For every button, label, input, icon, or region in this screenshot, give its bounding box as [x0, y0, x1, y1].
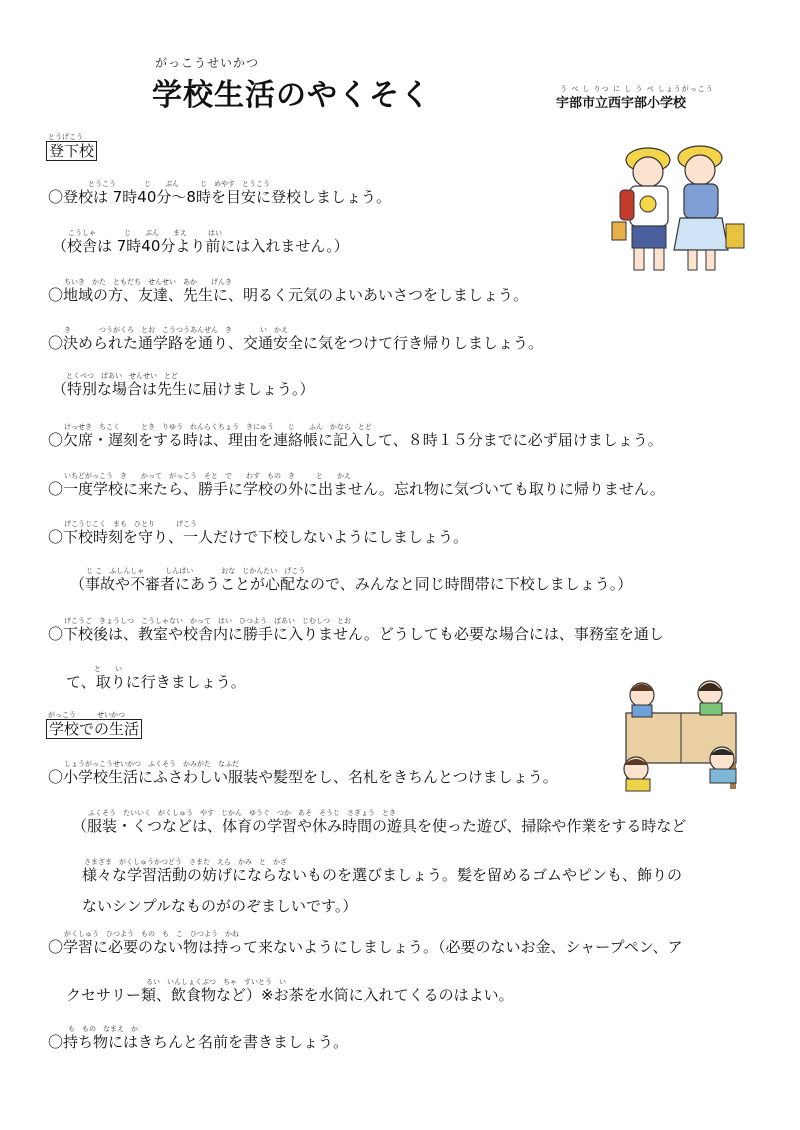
section-ruby: がっこう せいかつ	[48, 711, 125, 719]
line-text: （服装・くつなどは、体育の学習や休み時間の遊具を使った遊び、掃除や作業をする時など	[72, 817, 687, 835]
line-ruby: とうこう じ ぶん じ めやす とうこう	[88, 180, 270, 188]
line-text: （特別な場合は先生に届けましょう。）	[52, 380, 315, 398]
school-name: 宇部市立西宇部小学校	[556, 96, 687, 111]
rule-line	[66, 978, 514, 1004]
rule-line	[48, 520, 469, 546]
line-ruby: がくしゅう ひつよう もの も こ ひつよう かね	[64, 930, 239, 938]
rule-line	[48, 326, 544, 352]
line-ruby: さまざま がくしゅうかつどう さまた えら かみ と かざ	[84, 858, 287, 866]
line-text: 〇下校後は、教室や校舎内に勝手に入りません。どうしても必要な場合には、事務室を通し	[48, 625, 664, 643]
school-ruby: う べ し りつ に し う べ しょうがっこう	[560, 85, 714, 93]
rule-line	[48, 617, 664, 643]
section-header-school-life	[46, 710, 142, 739]
rule-line	[48, 930, 683, 956]
rule-line	[82, 897, 357, 915]
line-text: て、取りに行きましょう。	[66, 673, 246, 691]
line-ruby: と い	[94, 665, 122, 673]
section-label: 登下校	[46, 141, 97, 161]
line-text: 〇学習に必要のない物は持って来ないようにしましょう。（必要のないお金、シャープペン、ア	[48, 938, 683, 956]
line-text: 〇下校時刻を守り、一人だけで下校しないようにしましょう。	[48, 528, 469, 546]
line-text: 〇小学校生活にふさわしい服装や髪型をし、名札をきちんとつけましょう。	[48, 768, 558, 786]
line-ruby: いちどがっこう き かって がっこう そと で わす もの き と かえ	[64, 472, 351, 480]
rule-line	[82, 858, 683, 884]
line-text: 〇地域の方、友達、先生に、明るく元気のよいあいさつをしましょう。	[48, 286, 529, 304]
rule-line	[48, 472, 665, 498]
line-text: （校舎は 7時40分より前には入れません。）	[52, 237, 349, 255]
rule-line	[48, 760, 558, 786]
line-ruby: げこうじこく まも ひとり げこう	[64, 520, 197, 528]
section-header-commute	[46, 132, 97, 161]
line-text: （事故や不審者にあうことが心配なので、みんなと同じ時間帯に下校しましょう。）	[70, 575, 633, 593]
line-ruby: ちいき かた ともだち せんせい あか げんき	[64, 278, 232, 286]
line-ruby: とくべつ ばあい せんせい とど	[66, 372, 178, 380]
rule-line	[52, 372, 315, 398]
line-ruby: き つうがくろ とお こうつうあんぜん き い かえ	[64, 326, 288, 334]
rule-line	[48, 423, 663, 449]
rule-line	[70, 567, 633, 593]
line-ruby: げこうご きょうしつ こうしゃない かって はい ひつよう ばあい じむしつ とお	[64, 617, 351, 625]
line-text: 〇欠席・遅刻をする時は、理由を連絡帳に記入して、８時１５分までに必ず届けましょう。	[48, 431, 663, 449]
rule-line	[52, 229, 349, 255]
line-text: ないシンプルなものがのぞましいです。）	[82, 897, 358, 915]
line-ruby: も もの なまえ か	[68, 1025, 138, 1033]
line-text: クセサリー類、飲食物など）※お茶を水筒に入れてくるのはよい。	[66, 986, 514, 1004]
line-ruby: るい いんしょくぶつ ちゃ すいとう い	[146, 978, 286, 986]
page-title: 学校生活のやくそく	[152, 78, 431, 113]
line-ruby: じ こ ふしんしゃ しんぱい おな じかんたい げこう	[86, 567, 306, 575]
rule-line	[48, 1025, 349, 1051]
line-text: 〇登校は 7時40分～8時を目安に登校しましょう。	[48, 188, 391, 206]
line-text: 〇持ち物にはきちんと名前を書きましょう。	[48, 1033, 349, 1051]
line-ruby: しょうがっこうせいかつ ふくそう かみがた なふだ	[64, 760, 239, 768]
line-ruby: ふくそう たいいく がくしゅう やす じかん ゆうぐ つか あそ そうじ さぎょう とき	[88, 809, 396, 817]
students-walking-illustration	[600, 138, 760, 288]
line-ruby: けっせき ちこく とき りゆう れんらくちょう きにゅう じ ふん かなら とど	[64, 423, 372, 431]
line-text: 〇決められた通学路を通り、交通安全に気をつけて行き帰りしましょう。	[48, 334, 544, 352]
rule-line	[72, 809, 687, 835]
section-label: 学校での生活	[46, 719, 142, 739]
section-ruby: とうげこう	[48, 133, 83, 141]
title-ruby: がっこうせいかつ	[155, 56, 260, 70]
rule-line	[48, 278, 529, 304]
line-text: 〇一度学校に来たら、勝手に学校の外に出ません。忘れ物に気づいても取りに帰りません。	[48, 480, 665, 498]
classroom-students-illustration	[606, 673, 756, 793]
rule-line	[48, 180, 391, 206]
line-ruby: こうしゃ じ ぶん まえ はい	[68, 229, 222, 237]
rule-line	[66, 665, 246, 691]
line-text: 様々な学習活動の妨げにならないものを選びましょう。髪を留めるゴムやピンも、飾りの	[82, 866, 683, 884]
